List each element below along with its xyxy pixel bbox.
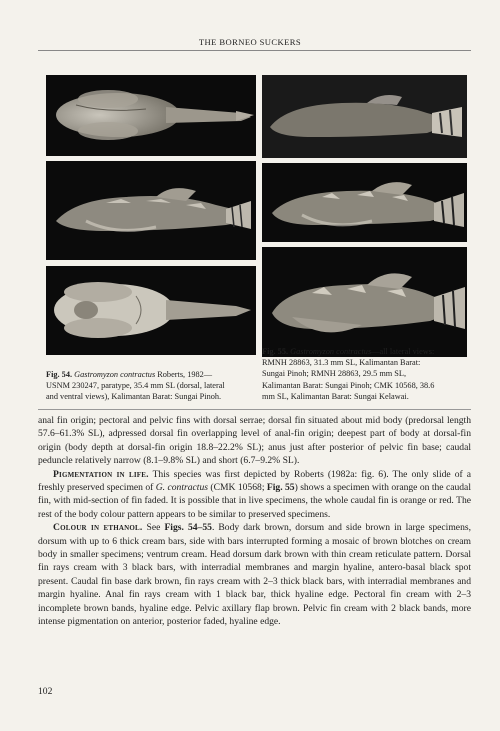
fig55-label: Fig. 55. bbox=[262, 347, 289, 356]
description-paragraph: anal fin origin; pectoral and pelvic fins with dorsal serrae; dorsal fin situated about mid body (predorsal length 57.6–61.3% SL), adpressed dorsal fin overlapping level of anal-fin origin; deepest part of body at dorsal-fin origin (body depth at dorsal-fin origin 18.8–22.2% SL); anus just after posterior of pelvic fin base; caudal peduncle relatively narrow (8.1–9.8% SL) and short (6.7–9.2% SL). bbox=[38, 415, 471, 467]
figure-reference: Fig. 55 bbox=[266, 482, 295, 494]
page-number: 102 bbox=[38, 686, 53, 697]
fig55-lateral-photo-3 bbox=[262, 247, 467, 357]
fig55-caption-line1: —all lateral views: bbox=[371, 347, 435, 356]
fig54-species: Gastromyzon contractus bbox=[74, 370, 156, 379]
photo-credit-watermark bbox=[460, 311, 468, 351]
fig55-lateral-photo-1 bbox=[262, 75, 467, 158]
fig55-species: Gastromyzon contractus bbox=[290, 347, 372, 356]
pigmentation-heading: Pigmentation in life. bbox=[53, 468, 149, 480]
fig54-caption-line2: USNM 230247, paratype, 35.4 mm SL (dorsal, lateral bbox=[46, 381, 225, 391]
fig54-caption-line3: and ventral views), Kalimantan Barat: Sungai Pinoh. bbox=[46, 392, 222, 402]
body-text bbox=[38, 414, 471, 629]
fig54-lateral-photo bbox=[46, 161, 256, 260]
fig54-label: Fig. 54. bbox=[46, 370, 73, 379]
colour-paragraph: Colour in ethanol. See Figs. 54–55. Body dark brown, dorsum and side brown in large specimens, dorsum with up to 6 thick cream bars, side with bars interrupted forming a mosaic of brown blotches on cream body in smaller specimens; ventrum cream. Head dorsum dark brown with thin cream reticulate pattern. Dorsal fin rays cream with 3 black bars, with interradial membranes and margin hyaline, antero-basal black spot present. Caudal fin base dark brown, fin rays cream with 2–3 thick black bars, with interradial membranes and margin hyaline. Anal fin rays cream with 1 black bar, thick hyaline edge. Pectoral fin cream with 2–3 incomplete brown bands, hyaline edge. Pelvic axillary flap brown. Pelvic fin cream with 2 black bands, more intense pigmentation on anterior, posterior faded, hyaline edge. bbox=[38, 522, 471, 628]
body-rule bbox=[38, 409, 471, 410]
fig55-caption-line4: Kalimantan Barat: Sungai Pinoh; CMK 10568, 38.6 bbox=[262, 380, 435, 390]
fig55-caption-line3: Sungai Pinoh; RMNH 28863, 29.5 mm SL, bbox=[262, 369, 407, 379]
fig55-caption bbox=[262, 346, 472, 402]
fig54-caption bbox=[46, 369, 260, 403]
pigmentation-paragraph: Pigmentation in life. This species was first depicted by Roberts (1982a: fig. 6). The only slide of a freshly preserved specimen of G. contractus (CMK 10568; Fig. 55) shows a specimen with orange on the caudal fin, with mid-section of fin faded. It is possible that in live specimens, the whole caudal fin is orange or red. The rest of the body colour pattern appears to be similar to preserved specimens. bbox=[38, 468, 471, 520]
header-rule bbox=[38, 50, 471, 51]
fig54-ventral-photo bbox=[46, 266, 256, 355]
fig55-caption-line5: mm SL, Kalimantan Barat: Sungai Kelawai. bbox=[262, 391, 409, 401]
fig54-dorsal-photo bbox=[46, 75, 256, 156]
colour-heading: Colour in ethanol. bbox=[53, 522, 143, 534]
fig55-caption-line2: RMNH 28863, 31.3 mm SL, Kalimantan Barat: bbox=[262, 358, 421, 368]
fig54-caption-line1: Roberts, 1982— bbox=[155, 370, 213, 379]
running-head: THE BORNEO SUCKERS bbox=[198, 37, 302, 47]
fig55-lateral-photo-2 bbox=[262, 163, 467, 242]
species-name: G. contractus bbox=[155, 482, 208, 494]
figures-reference: Figs. 54–55 bbox=[164, 522, 212, 534]
